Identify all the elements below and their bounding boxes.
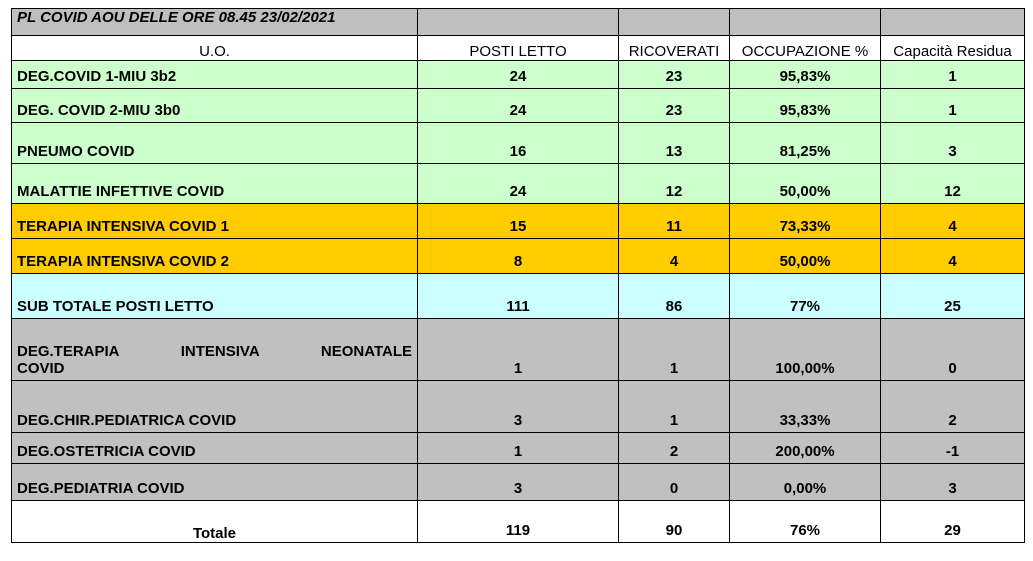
row-posti-letto: 16 <box>418 123 619 164</box>
table-row <box>12 89 1025 123</box>
row-ricoverati: 86 <box>619 274 730 319</box>
row-unit-name: DEG.CHIR.PEDIATRICA COVID <box>12 381 418 433</box>
row-posti-letto: 24 <box>418 164 619 204</box>
row-unit-name: DEG.PEDIATRIA COVID <box>12 464 418 501</box>
title-row <box>12 9 1025 36</box>
row-ricoverati: 1 <box>619 381 730 433</box>
table-row <box>12 433 1025 464</box>
row-capacita: 1 <box>881 89 1025 123</box>
header-ricoverati: RICOVERATI <box>619 36 730 61</box>
row-ricoverati: 12 <box>619 164 730 204</box>
row-unit-name <box>12 319 418 381</box>
title-filler <box>730 9 881 36</box>
row-capacita: 3 <box>881 123 1025 164</box>
unit-name-word: DEG.TERAPIA <box>17 343 120 360</box>
header-occupazione: OCCUPAZIONE % <box>730 36 881 61</box>
row-ricoverati: 2 <box>619 433 730 464</box>
total-row <box>12 501 1025 543</box>
row-occupazione: 81,25% <box>730 123 881 164</box>
row-posti-letto: 111 <box>418 274 619 319</box>
row-posti-letto: 24 <box>418 89 619 123</box>
row-capacita: 0 <box>881 319 1025 381</box>
row-unit-name: DEG.OSTETRICIA COVID <box>12 433 418 464</box>
total-posti-letto: 119 <box>418 501 619 543</box>
row-unit-name: DEG. COVID 2-MIU 3b0 <box>12 89 418 123</box>
table-row <box>12 204 1025 239</box>
row-unit-name: TERAPIA INTENSIVA COVID 1 <box>12 204 418 239</box>
row-posti-letto: 1 <box>418 319 619 381</box>
unit-name-line2: COVID <box>17 360 65 377</box>
row-occupazione: 0,00% <box>730 464 881 501</box>
row-posti-letto: 8 <box>418 239 619 274</box>
table-row <box>12 464 1025 501</box>
header-row <box>12 36 1025 61</box>
row-unit-name: SUB TOTALE POSTI LETTO <box>12 274 418 319</box>
subtotal-row <box>12 274 1025 319</box>
total-label: Totale <box>12 501 418 543</box>
row-occupazione: 77% <box>730 274 881 319</box>
table-row <box>12 319 1025 381</box>
header-posti-letto: POSTI LETTO <box>418 36 619 61</box>
row-posti-letto: 3 <box>418 464 619 501</box>
row-ricoverati: 13 <box>619 123 730 164</box>
row-occupazione: 50,00% <box>730 164 881 204</box>
row-capacita: -1 <box>881 433 1025 464</box>
row-posti-letto: 24 <box>418 61 619 89</box>
row-ricoverati: 23 <box>619 61 730 89</box>
unit-name-word: INTENSIVA <box>180 343 260 360</box>
unit-name-word: NEONATALE <box>320 343 412 360</box>
row-unit-name: PNEUMO COVID <box>12 123 418 164</box>
row-capacita: 4 <box>881 239 1025 274</box>
row-posti-letto: 15 <box>418 204 619 239</box>
covid-bed-table <box>11 8 1025 543</box>
row-capacita: 4 <box>881 204 1025 239</box>
row-ricoverati: 4 <box>619 239 730 274</box>
row-capacita: 12 <box>881 164 1025 204</box>
row-unit-name: MALATTIE INFETTIVE COVID <box>12 164 418 204</box>
row-posti-letto: 1 <box>418 433 619 464</box>
row-unit-name: TERAPIA INTENSIVA COVID 2 <box>12 239 418 274</box>
table-row <box>12 381 1025 433</box>
title-filler <box>418 9 619 36</box>
row-ricoverati: 11 <box>619 204 730 239</box>
unit-name-line1 <box>17 343 412 360</box>
row-capacita: 3 <box>881 464 1025 501</box>
table-row <box>12 164 1025 204</box>
row-capacita: 2 <box>881 381 1025 433</box>
header-uo: U.O. <box>12 36 418 61</box>
row-occupazione: 50,00% <box>730 239 881 274</box>
table-row <box>12 61 1025 89</box>
total-ricoverati: 90 <box>619 501 730 543</box>
table-title: PL COVID AOU DELLE ORE 08.45 23/02/2021 <box>12 9 418 36</box>
row-occupazione: 73,33% <box>730 204 881 239</box>
row-posti-letto: 3 <box>418 381 619 433</box>
row-ricoverati: 0 <box>619 464 730 501</box>
title-filler <box>619 9 730 36</box>
title-filler <box>881 9 1025 36</box>
row-occupazione: 33,33% <box>730 381 881 433</box>
total-occupazione: 76% <box>730 501 881 543</box>
row-ricoverati: 23 <box>619 89 730 123</box>
header-capacita-residua: Capacità Residua <box>881 36 1025 61</box>
row-ricoverati: 1 <box>619 319 730 381</box>
table-row <box>12 123 1025 164</box>
row-capacita: 25 <box>881 274 1025 319</box>
row-unit-name: DEG.COVID 1-MIU 3b2 <box>12 61 418 89</box>
row-capacita: 1 <box>881 61 1025 89</box>
row-occupazione: 95,83% <box>730 61 881 89</box>
total-capacita: 29 <box>881 501 1025 543</box>
table-row <box>12 239 1025 274</box>
row-occupazione: 200,00% <box>730 433 881 464</box>
row-occupazione: 95,83% <box>730 89 881 123</box>
row-occupazione: 100,00% <box>730 319 881 381</box>
